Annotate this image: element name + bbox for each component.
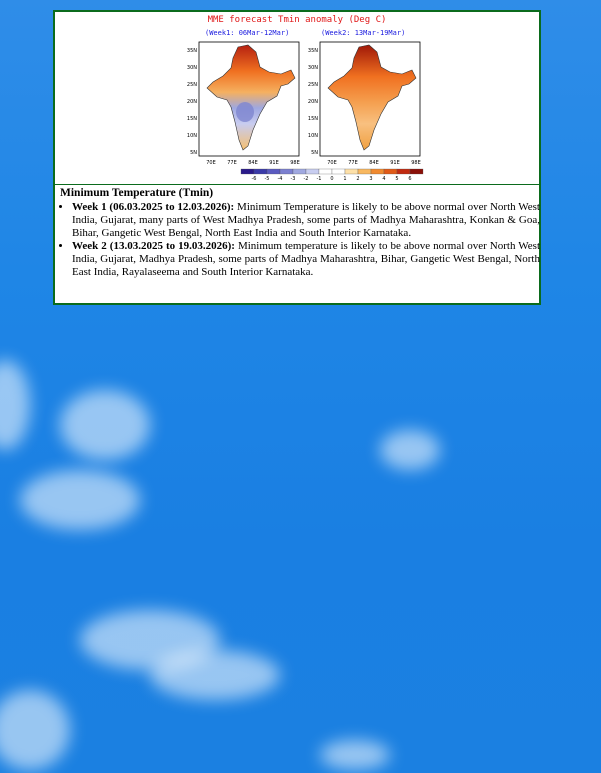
lat-tick-label: 30N (186, 65, 197, 71)
colorbar-swatch (293, 169, 306, 174)
lat-tick-label: 15N (307, 116, 318, 122)
colorbar-swatch (254, 169, 267, 174)
colorbar-tick-label: -1 (316, 176, 322, 182)
colorbar-swatch (267, 169, 280, 174)
lon-tick-label: 91E (390, 160, 400, 166)
lat-tick-label: 5N (190, 150, 197, 156)
lat-tick-label: 10N (307, 133, 318, 139)
colorbar-swatch (358, 169, 371, 174)
lon-tick-label: 70E (206, 160, 216, 166)
week1-map (199, 42, 299, 156)
forecast-figure (55, 12, 539, 184)
week2-lon-ticks (327, 160, 421, 166)
colorbar-tick-label: 6 (408, 176, 412, 182)
lat-tick-label: 25N (186, 82, 197, 88)
colorbar (241, 169, 423, 182)
colorbar-swatch (332, 169, 345, 174)
forecast-panel (53, 10, 541, 305)
divider (55, 184, 539, 185)
colorbar-tick-label: 1 (343, 176, 347, 182)
week-list (60, 201, 540, 279)
week1-label: (Week1: 06Mar-12Mar) (205, 29, 290, 37)
lon-tick-label: 70E (327, 160, 337, 166)
colorbar-tick-label: 4 (382, 176, 386, 182)
lat-tick-label: 20N (307, 99, 318, 105)
colorbar-swatch (306, 169, 319, 174)
colorbar-tick-label: -6 (251, 176, 257, 182)
cloud (320, 740, 390, 770)
lon-tick-label: 84E (369, 160, 379, 166)
colorbar-swatch (410, 169, 423, 174)
colorbar-tick-label: -3 (290, 176, 296, 182)
lon-tick-label: 91E (269, 160, 279, 166)
colorbar-swatch (371, 169, 384, 174)
cloud (0, 690, 70, 770)
list-item-week2 (72, 240, 540, 279)
lat-tick-label: 35N (307, 48, 318, 54)
colorbar-tick-label: -4 (277, 176, 283, 182)
lat-tick-label: 10N (186, 133, 197, 139)
week1-lon-ticks (206, 160, 300, 166)
lat-tick-label: 35N (186, 48, 197, 54)
colorbar-swatch (241, 169, 254, 174)
week1-text: Minimum Temperature is likely to be above normal over North West India, Gujarat, many parts of West Madhya Pradesh, some parts of Madhya Maharashtra, Konkan & Goa, Bihar, Gangetic West Bengal, North East India and South Interior Karnataka. (72, 201, 540, 239)
lat-tick-label: 20N (186, 99, 197, 105)
week1-lat-ticks (187, 48, 197, 156)
cloud (20, 470, 140, 530)
week2-dates: Week 2 (13.03.2025 to 19.03.2026): (72, 240, 235, 252)
colorbar-tick-label: -2 (303, 176, 309, 182)
lon-tick-label: 84E (248, 160, 258, 166)
colorbar-tick-label: 0 (330, 176, 334, 182)
colorbar-swatch (345, 169, 358, 174)
week2-lat-ticks (308, 48, 318, 156)
lat-tick-label: 5N (311, 150, 318, 156)
cloud (150, 650, 280, 700)
colorbar-swatch (319, 169, 332, 174)
forecast-text (60, 187, 540, 279)
week2-label: (Week2: 13Mar-19Mar) (321, 29, 406, 37)
colorbar-swatch (397, 169, 410, 174)
colorbar-tick-label: -5 (264, 176, 270, 182)
lon-tick-label: 98E (411, 160, 421, 166)
lon-tick-label: 98E (290, 160, 300, 166)
cloud (60, 390, 150, 460)
colorbar-swatch (384, 169, 397, 174)
lon-tick-label: 77E (348, 160, 358, 166)
colorbar-tick-label: 2 (356, 176, 360, 182)
colorbar-tick-label: 3 (369, 176, 373, 182)
colorbar-tick-label: 5 (395, 176, 399, 182)
lat-tick-label: 30N (307, 65, 318, 71)
week1-dates: Week 1 (06.03.2025 to 12.03.2026): (72, 201, 235, 213)
week2-map (320, 42, 420, 156)
cloud (380, 430, 440, 470)
week2-text: Minimum temperature is likely to be above normal over North West India, Gujarat, Madhya Pradesh, some parts of Madhya Maharashtra, Bihar, Gangetic West Bengal, North East India, Rayalaseema and South Interior Karnataka. (72, 240, 540, 278)
lat-tick-label: 15N (186, 116, 197, 122)
lon-tick-label: 77E (227, 160, 237, 166)
section-heading: Minimum Temperature (Tmin) (60, 187, 214, 199)
figure-title: MME forecast Tmin anomaly (Deg C) (207, 15, 387, 25)
list-item-week1 (72, 201, 540, 240)
cloud (0, 360, 30, 450)
colorbar-swatch (280, 169, 293, 174)
forecast-maps (55, 12, 539, 184)
lat-tick-label: 25N (307, 82, 318, 88)
